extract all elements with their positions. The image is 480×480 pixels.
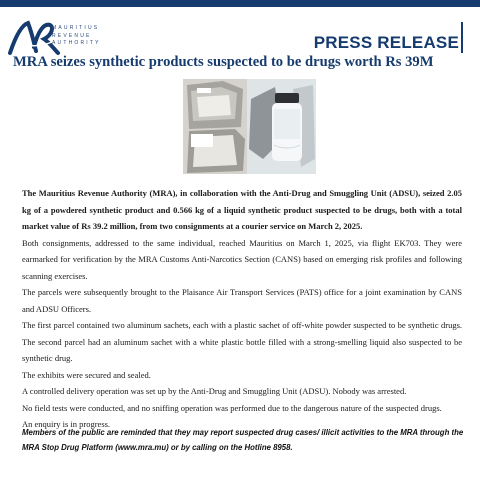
paragraph-secured: The exhibits were secured and sealed.: [22, 369, 151, 380]
logo-word-2: REVENUE: [52, 32, 92, 39]
logo-word-1: MAURITIUS: [52, 25, 100, 31]
footer-note: Members of the public are reminded that they may report suspected drug cases/ illicit activities to the MRA through the MRA Stop Drug Platform (www.mra.mu) or by calling on the Hotline 8958.: [22, 428, 464, 452]
top-banner: [0, 0, 480, 7]
headline: MRA seizes synthetic products suspected to be drugs worth Rs 39M: [13, 54, 434, 70]
article-body: [22, 185, 462, 433]
lead-paragraph: The Mauritius Revenue Authority (MRA), in collaboration with the Anti-Drug and Smuggling Unit (ADSU), seized 2.05 kg of a powdered synthetic product and 0.566 kg of a liquid synthetic product suspected to be drugs, both with a total market value of Rs 39.2 million, from two consignments at a courier service on March 2, 2025.: [22, 188, 462, 231]
logo-word-3: AUTHORITY: [52, 40, 101, 46]
header-divider: [461, 22, 463, 53]
paragraph-tests: No field tests were conducted, and no sniffing operation was performed due to the dangerous nature of the suspected drugs.: [22, 402, 442, 413]
paragraph-consignments: Both consignments, addressed to the same individual, reached Mauritius on March 1, 2025, via flight EK703. They were earmarked for verification by the MRA Customs Anti-Narcotics Section (CANS) based on emerging risk profiles and following scanning exercises.: [22, 237, 462, 281]
seized-items-photo: [183, 79, 316, 174]
logo-wordmark: [52, 25, 101, 48]
paragraph-enquiry: An enquiry is in progress.: [22, 419, 111, 429]
paragraph-pats: The parcels were subsequently brought to the Plaisance Air Transport Services (PATS) office for a joint examination by CANS and ADSU Officers.: [22, 287, 462, 314]
press-release-label: PRESS RELEASE: [313, 33, 459, 52]
paragraph-delivery: A controlled delivery operation was set up by the Anti-Drug and Smuggling Unit (ADSU). Nobody was arrested.: [22, 386, 407, 396]
paragraph-parcels: The first parcel contained two aluminum sachets, each with a plastic sachet of off-white powder suspected to be synthetic drugs. The second parcel had an aluminum sachet with a white plastic bottle filled with a strong-smelling liquid also suspected to be synthetic drug.: [22, 320, 462, 363]
